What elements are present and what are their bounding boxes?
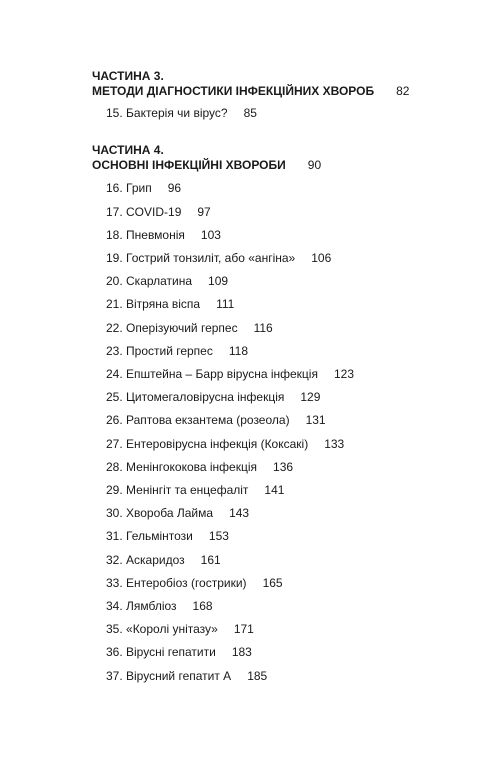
page-number: 106 [311, 251, 332, 265]
page-number: 103 [200, 228, 221, 242]
page-number: 161 [200, 553, 221, 567]
page-number: 165 [262, 576, 283, 590]
entry-title: 28. Менінгококова інфекція [106, 460, 258, 474]
toc-entry [106, 181, 181, 196]
page-number: 82 [396, 84, 410, 98]
toc-entry [106, 576, 283, 591]
page-number: 136 [273, 460, 294, 474]
page-number: 143 [229, 506, 250, 520]
page-number: 90 [307, 158, 322, 172]
entry-title: 32. Аскаридоз [106, 553, 185, 567]
page-number: 131 [305, 413, 326, 427]
part-title: ОСНОВНІ ІНФЕКЦІЙНІ ХВОРОБИ [92, 158, 286, 172]
toc-entry [106, 645, 252, 660]
page-number: 118 [228, 344, 248, 358]
toc-entry [106, 106, 257, 121]
page-number: 85 [243, 106, 257, 120]
page-number: 111 [216, 297, 235, 311]
page-number: 96 [167, 181, 182, 195]
page-number: 185 [247, 669, 268, 683]
toc-entry [106, 622, 254, 637]
toc-entry [106, 367, 354, 382]
page-number: 171 [233, 622, 254, 636]
entry-title: 18. Пневмонія [106, 228, 185, 242]
entry-title: 37. Вірусний гепатит А [106, 669, 232, 683]
entry-title: 23. Простий герпес [106, 344, 213, 358]
entry-title: 17. COVID-19 [106, 205, 182, 219]
toc-entry [106, 553, 221, 568]
toc-entry [106, 529, 229, 544]
entry-title: 15. Бактерія чи вірус? [106, 106, 228, 120]
entry-title: 19. Гострий тонзиліт, або «ангіна» [106, 251, 296, 265]
entry-title: 24. Епштейна – Барр вірусна інфекція [106, 367, 318, 381]
toc-entry [106, 390, 320, 405]
toc-entry [106, 321, 273, 336]
toc-entry [106, 506, 249, 521]
toc-entry [106, 251, 331, 266]
toc-entry [106, 460, 293, 475]
toc-entry [106, 669, 267, 684]
entry-title: 26. Раптова екзантема (розеола) [106, 413, 290, 427]
page-number: 133 [324, 437, 345, 451]
entry-title: 35. «Королі унітазу» [106, 622, 218, 636]
toc-entry [106, 205, 211, 220]
page-number: 97 [197, 205, 211, 219]
toc-entry [106, 274, 228, 289]
toc-entry [106, 344, 248, 359]
entry-title: 30. Хвороба Лайма [106, 506, 214, 520]
part-title-line [92, 158, 321, 173]
page-number: 116 [253, 321, 273, 335]
part-title-line [92, 84, 409, 99]
entry-title: 36. Вірусні гепатити [106, 645, 216, 659]
entry-title: 16. Грип [106, 181, 152, 195]
entry-title: 22. Оперізуючий герпес [106, 321, 238, 335]
page-number: 168 [192, 599, 213, 613]
part-label: ЧАСТИНА 3. [92, 69, 164, 83]
toc-entry [106, 599, 213, 614]
part-3-heading [92, 69, 409, 99]
entry-title: 25. Цитомегаловірусна інфекція [106, 390, 285, 404]
toc-entry [106, 437, 344, 452]
toc-entry [106, 483, 284, 498]
entry-title: 21. Вітряна віспа [106, 297, 201, 311]
page-number: 153 [208, 529, 229, 543]
page-number: 123 [333, 367, 354, 381]
page-number: 109 [208, 274, 229, 288]
part-4-heading [92, 143, 321, 173]
entry-title: 34. Лямбліоз [106, 599, 177, 613]
entry-title: 27. Ентеровірусна інфекція (Коксакі) [106, 437, 309, 451]
toc-entry [106, 413, 326, 428]
part-label: ЧАСТИНА 4. [92, 143, 164, 157]
toc-entry [106, 297, 234, 312]
page-number: 141 [264, 483, 285, 497]
entry-title: 20. Скарлатина [106, 274, 193, 288]
entry-title: 33. Ентеробіоз (гострики) [106, 576, 247, 590]
page-number: 129 [300, 390, 321, 404]
toc-entry [106, 228, 221, 243]
entry-title: 29. Менінгіт та енцефаліт [106, 483, 249, 497]
part-title: МЕТОДИ ДІАГНОСТИКИ ІНФЕКЦІЙНИХ ХВОРОБ [92, 84, 375, 98]
entry-title: 31. Гельмінтози [106, 529, 193, 543]
page-number: 183 [231, 645, 252, 659]
